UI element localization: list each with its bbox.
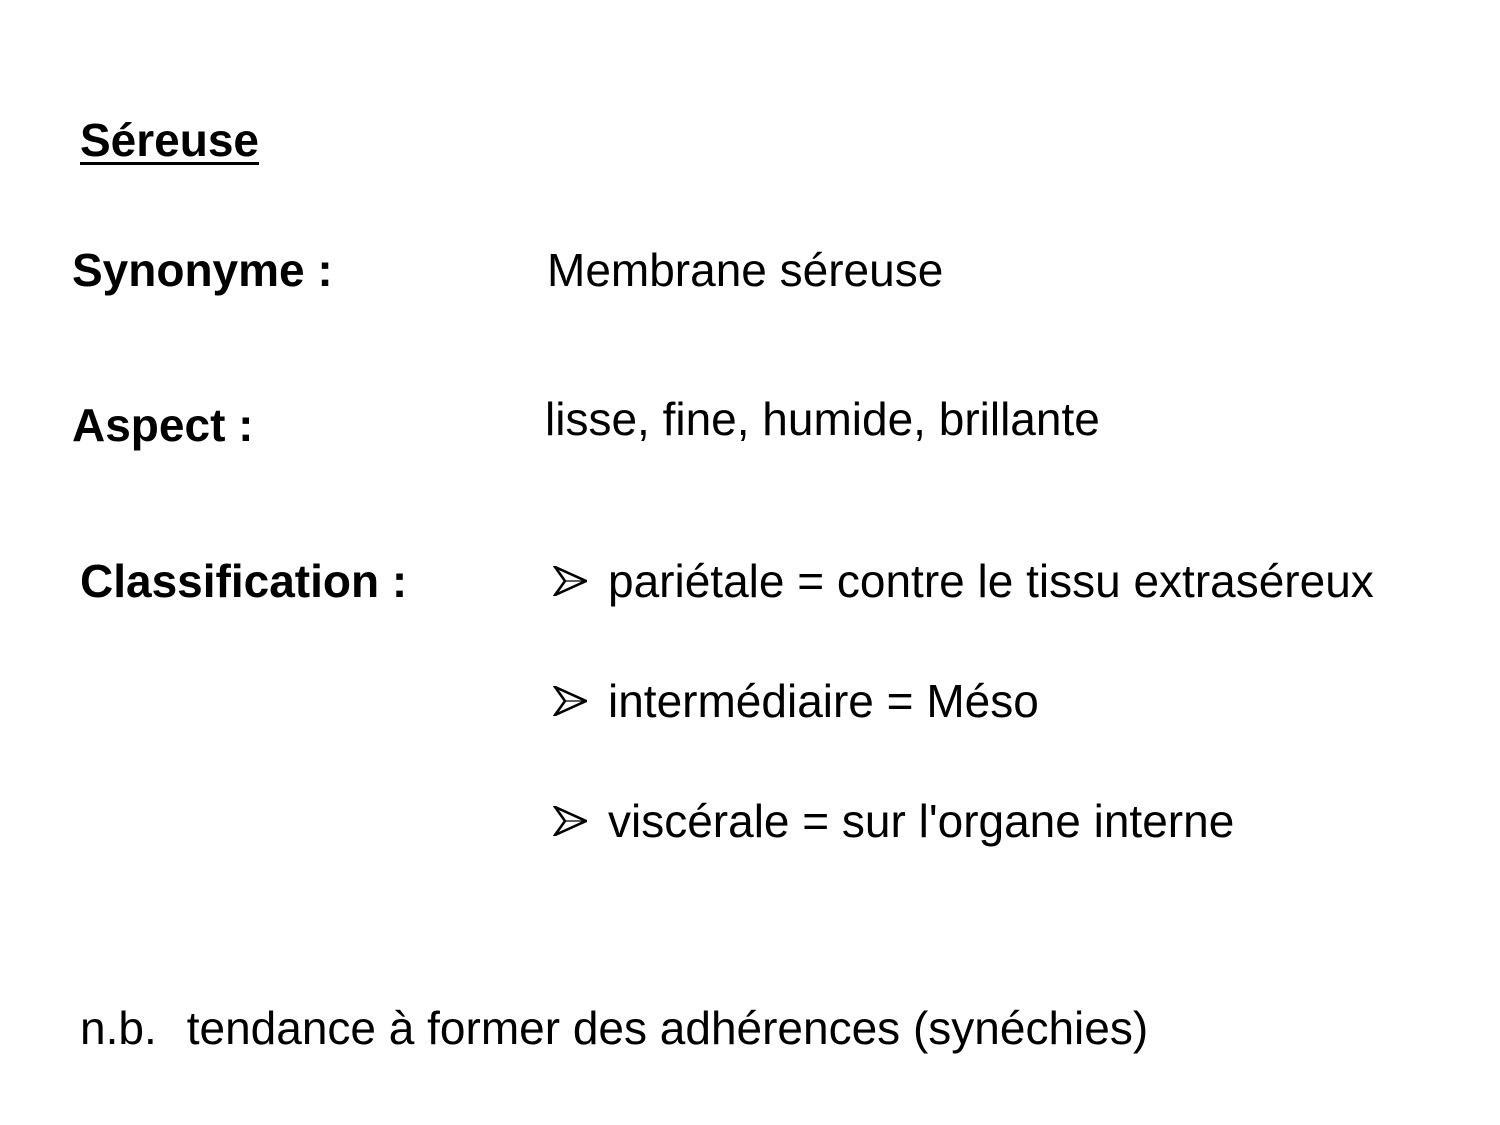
- synonym-label: Synonyme :: [72, 244, 333, 296]
- list-item-text: viscérale = sur l'organe interne: [608, 795, 1235, 847]
- note-prefix: n.b.: [80, 1002, 157, 1054]
- note: [80, 1002, 1149, 1054]
- arrowhead-bullet-icon: [553, 566, 587, 596]
- arrowhead-bullet-icon: [553, 806, 587, 836]
- page-title: Séreuse: [80, 114, 260, 166]
- aspect-label: Aspect :: [72, 399, 254, 451]
- synonym-value: Membrane séreuse: [547, 244, 944, 296]
- list-item-text: pariétale = contre le tissu extraséreux: [608, 555, 1374, 607]
- aspect-value: lisse, fine, humide, brillante: [545, 393, 1100, 445]
- classification-label: Classification :: [80, 555, 408, 607]
- arrowhead-bullet-icon: [553, 686, 587, 716]
- note-text: tendance à former des adhérences (synéchies): [186, 1002, 1149, 1054]
- list-item-text: intermédiaire = Méso: [608, 675, 1039, 727]
